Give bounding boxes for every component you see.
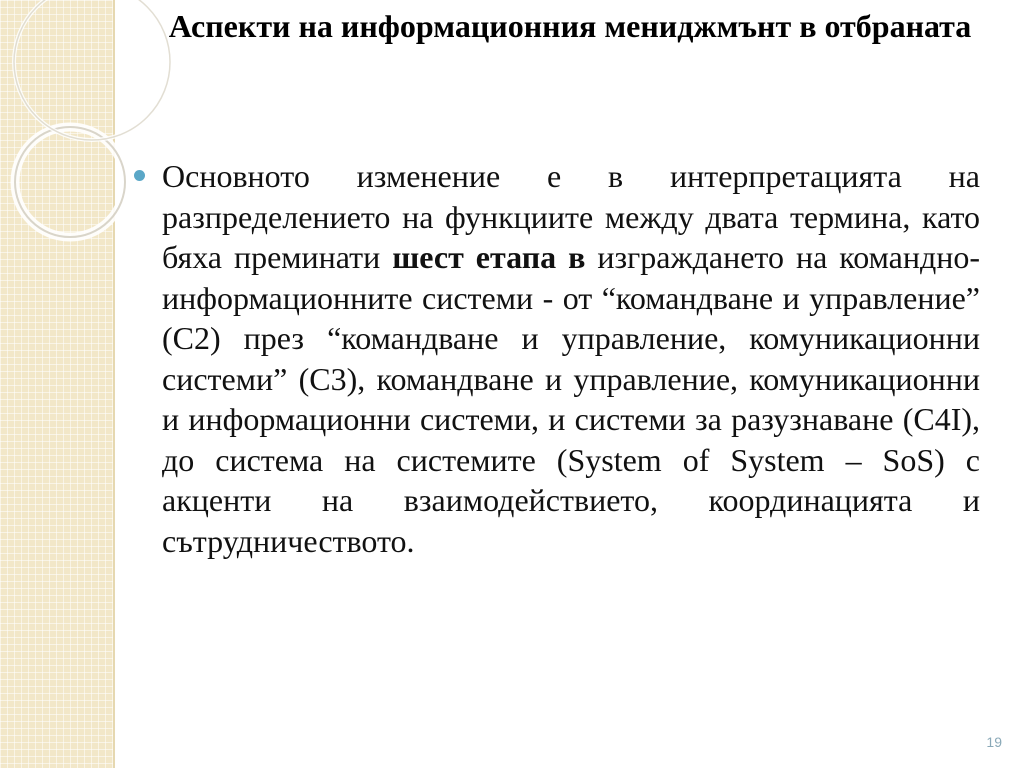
bullet-text-before: Основното изменение е в интерпретацията на разпределението на функциите между двата термина, като бяха преминати: [162, 158, 980, 275]
bullet-text-bold: шест етапа в: [392, 239, 586, 275]
bullet-dot-icon: [134, 170, 145, 181]
bullet-item: [130, 156, 980, 561]
slide-title: Аспекти на информационния мениджмънт в отбраната: [168, 8, 972, 44]
page-number: 19: [986, 734, 1002, 750]
bullet-text: [162, 156, 980, 561]
bullet-text-after: изграждането на командно-информационните системи - от “командване и управление” (C2) през “командване и управление, комуникационни системи” (C3), командване и управление, комуникационни и информационни системи, и системи за разузнаване (C4I), до система на системите (System of System – SoS) с акценти на взаимодействието, координацията и сътрудничеството.: [162, 239, 981, 559]
slide-content: [130, 156, 980, 561]
